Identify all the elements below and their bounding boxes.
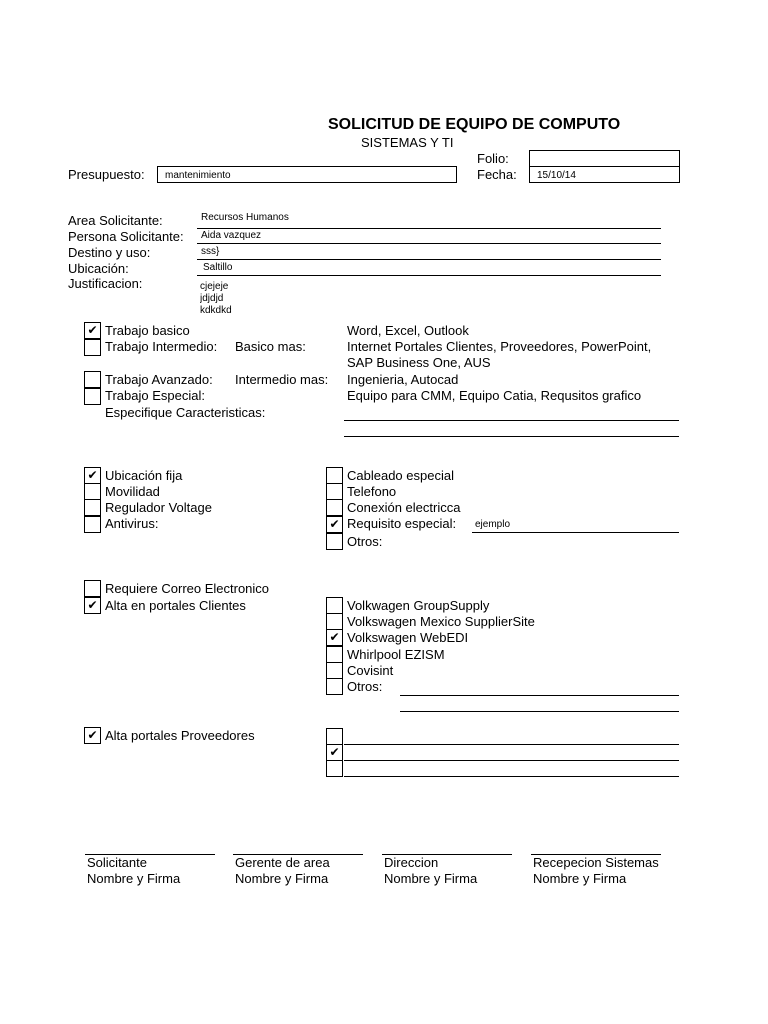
checkmark-icon: ✔: [87, 598, 98, 612]
trabajo-especial-checkbox[interactable]: [84, 388, 101, 405]
fecha-field[interactable]: [529, 166, 680, 183]
correo-label: Requiere Correo Electronico: [105, 581, 270, 596]
portal-otros-checkbox[interactable]: [326, 678, 343, 695]
ubicacion-label: Ubicación:: [68, 261, 129, 276]
firma-direccion-sub: Nombre y Firma: [384, 871, 478, 886]
presupuesto-label: Presupuesto:: [68, 167, 145, 182]
checkmark-icon: ✔: [329, 517, 340, 531]
portales-clientes-label: Alta en portales Clientes: [105, 598, 246, 613]
portales-proveedores-checkbox[interactable]: [84, 727, 101, 744]
justificacion-field[interactable]: [200, 281, 400, 313]
portal-otros-label: Otros:: [347, 679, 383, 694]
ubicacion-fija-checkbox[interactable]: [84, 467, 101, 484]
justificacion-line: jdjdjd: [200, 293, 224, 304]
portal-groupsupply-checkbox[interactable]: [326, 597, 343, 614]
especifique-label: Especifique Caracteristicas:: [105, 405, 266, 420]
proveedor-checkbox[interactable]: [326, 760, 343, 777]
checkmark-icon: ✔: [329, 630, 340, 644]
portales-clientes-checkbox[interactable]: [84, 597, 101, 614]
requisito-value[interactable]: ejemplo: [475, 519, 511, 530]
movilidad-label: Movilidad: [105, 484, 160, 499]
folio-field[interactable]: [529, 150, 680, 167]
checkmark-icon: ✔: [329, 745, 340, 759]
ubicacion-value[interactable]: Saltillo: [203, 262, 233, 273]
requisito-label: Requisito especial:: [347, 516, 457, 531]
persona-underline: [197, 243, 661, 244]
portal-otros-line-1[interactable]: [400, 695, 679, 696]
trabajo-avanzado-desc: Ingenieria, Autocad: [347, 372, 459, 387]
requisito-checkbox[interactable]: [326, 516, 343, 533]
cableado-checkbox[interactable]: [326, 467, 343, 484]
portal-covisint-checkbox[interactable]: [326, 662, 343, 679]
portal-ezism-label: Whirlpool EZISM: [347, 647, 445, 662]
area-label: Area Solicitante:: [68, 213, 163, 228]
trabajo-avanzado-prefix: Intermedio mas:: [235, 372, 329, 387]
telefono-checkbox[interactable]: [326, 483, 343, 500]
trabajo-especial-label: Trabajo Especial:: [105, 388, 205, 403]
especifique-line-2[interactable]: [344, 436, 679, 437]
trabajo-intermedio-prefix: Basico mas:: [235, 339, 306, 354]
firma-solicitante-sub: Nombre y Firma: [87, 871, 181, 886]
portal-suppliersite-label: Volkswagen Mexico SupplierSite: [347, 614, 535, 629]
portal-webedi-checkbox[interactable]: [326, 629, 343, 646]
proveedor-checkbox[interactable]: [326, 744, 343, 761]
proveedor-line[interactable]: [344, 760, 679, 761]
fecha-value: 15/10/14: [537, 170, 576, 181]
firma-gerente-sub: Nombre y Firma: [235, 871, 329, 886]
correo-checkbox[interactable]: [84, 580, 101, 597]
checkmark-icon: ✔: [87, 323, 98, 337]
portales-proveedores-label: Alta portales Proveedores: [105, 728, 255, 743]
proveedor-checkbox[interactable]: [326, 728, 343, 745]
trabajo-avanzado-checkbox[interactable]: [84, 371, 101, 388]
persona-label: Persona Solicitante:: [68, 229, 184, 244]
destino-label: Destino y uso:: [68, 245, 151, 260]
firma-gerente-role: Gerente de area: [235, 855, 330, 870]
regulador-label: Regulador Voltage: [105, 500, 212, 515]
checkmark-icon: ✔: [87, 728, 98, 742]
conexion-label: Conexión electricca: [347, 500, 461, 515]
trabajo-basico-label: Trabajo basico: [105, 323, 190, 338]
firma-solicitante-role: Solicitante: [87, 855, 147, 870]
portal-ezism-checkbox[interactable]: [326, 646, 343, 663]
trabajo-avanzado-label: Trabajo Avanzado:: [105, 372, 213, 387]
checkmark-icon: ✔: [87, 468, 98, 482]
portal-webedi-label: Volkswagen WebEDI: [347, 630, 469, 645]
telefono-label: Telefono: [347, 484, 397, 499]
trabajo-especial-desc: Equipo para CMM, Equipo Catia, Requsitos grafico: [347, 388, 642, 403]
portal-suppliersite-checkbox[interactable]: [326, 613, 343, 630]
trabajo-intermedio-checkbox[interactable]: [84, 339, 101, 356]
otros-checkbox[interactable]: [326, 533, 343, 550]
cableado-label: Cableado especial: [347, 468, 454, 483]
especifique-line-1[interactable]: [344, 420, 679, 421]
proveedor-line[interactable]: [344, 776, 679, 777]
movilidad-checkbox[interactable]: [84, 483, 101, 500]
otros-label: Otros:: [347, 534, 383, 549]
trabajo-basico-checkbox[interactable]: [84, 322, 101, 339]
folio-label: Folio:: [477, 151, 509, 166]
presupuesto-field[interactable]: [157, 166, 457, 183]
presupuesto-value: mantenimiento: [165, 170, 231, 181]
justificacion-line: cjejeje: [200, 281, 229, 292]
trabajo-basico-desc: Word, Excel, Outlook: [347, 323, 469, 338]
portal-otros-line-2[interactable]: [400, 711, 679, 712]
requisito-underline: [472, 532, 679, 533]
antivirus-label: Antivirus:: [105, 516, 159, 531]
trabajo-intermedio-desc: Internet Portales Clientes, Proveedores, PowerPoint,: [347, 339, 652, 354]
proveedor-line[interactable]: [344, 744, 679, 745]
area-underline: [197, 228, 661, 229]
fecha-label: Fecha:: [477, 167, 517, 182]
form-subtitle: SISTEMAS Y TI: [361, 135, 454, 150]
area-value[interactable]: Recursos Humanos: [201, 212, 289, 223]
destino-value[interactable]: sss}: [201, 246, 220, 257]
conexion-checkbox[interactable]: [326, 499, 343, 516]
regulador-checkbox[interactable]: [84, 499, 101, 516]
portal-groupsupply-label: Volkwagen GroupSupply: [347, 598, 490, 613]
antivirus-checkbox[interactable]: [84, 516, 101, 533]
portal-covisint-label: Covisint: [347, 663, 394, 678]
justificacion-line: kdkdkd: [200, 305, 232, 313]
persona-value[interactable]: Aida vazquez: [201, 230, 262, 241]
form-title: SOLICITUD DE EQUIPO DE COMPUTO: [328, 116, 621, 133]
firma-direccion-role: Direccion: [384, 855, 439, 870]
justificacion-label: Justificacion:: [68, 276, 143, 291]
trabajo-intermedio-label: Trabajo Intermedio:: [105, 339, 218, 354]
firma-sistemas-sub: Nombre y Firma: [533, 871, 627, 886]
trabajo-intermedio-desc-2: SAP Business One, AUS: [347, 355, 491, 370]
ubicacion-underline: [197, 275, 661, 276]
ubicacion-fija-label: Ubicación fija: [105, 468, 183, 483]
destino-underline: [197, 259, 661, 260]
firma-sistemas-role: Recepecion Sistemas: [533, 855, 659, 870]
